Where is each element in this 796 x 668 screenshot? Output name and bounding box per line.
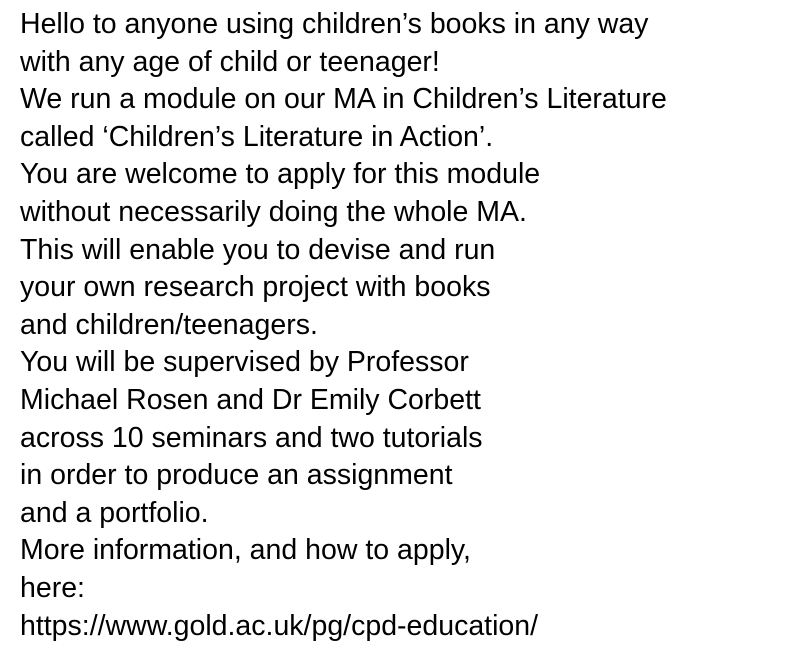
text-line: your own research project with books	[20, 271, 491, 304]
text-line: without necessarily doing the whole MA.	[20, 195, 527, 228]
text-line: This will enable you to devise and run	[20, 233, 496, 266]
text-line: You will be supervised by Professor	[20, 346, 469, 379]
url-text: https://www.gold.ac.uk/pg/cpd-education/	[20, 609, 539, 642]
text-line: Michael Rosen and Dr Emily Corbett	[20, 383, 481, 416]
text-line: You are welcome to apply for this module	[20, 158, 541, 191]
text-line: across 10 seminars and two tutorials	[20, 421, 483, 454]
text-line: and a portfolio.	[20, 496, 209, 529]
text-line: called ‘Children’s Literature in Action’.	[20, 120, 494, 153]
text-line: with any age of child or teenager!	[20, 45, 440, 78]
text-line: More information, and how to apply,	[20, 534, 471, 567]
document-body	[20, 6, 796, 645]
text-line-greeting: Hello to anyone using children’s books in any way	[20, 8, 649, 40]
text-line: We run a module on our MA in Children’s Literature	[20, 83, 667, 116]
text-line: in order to produce an assignment	[20, 459, 453, 492]
text-line: here:	[20, 571, 85, 604]
text-line: and children/teenagers.	[20, 308, 318, 341]
